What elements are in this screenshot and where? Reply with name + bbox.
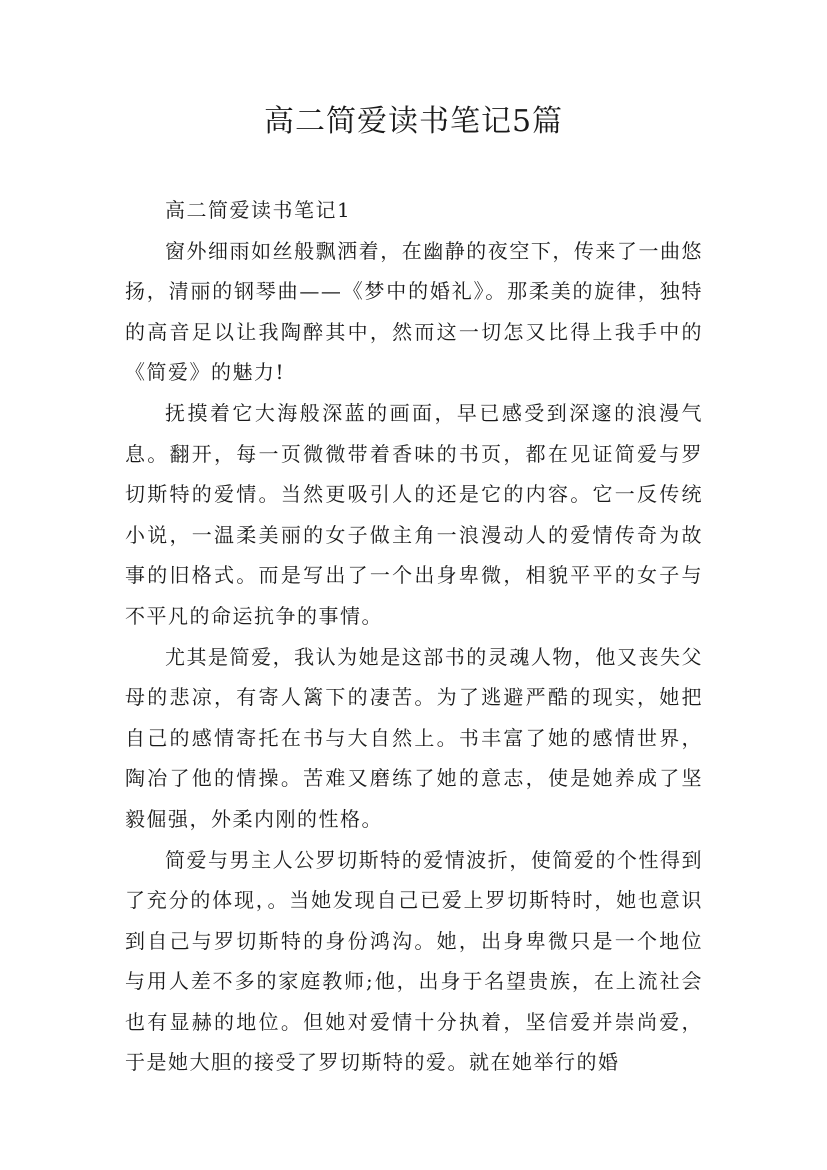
paragraph: 抚摸着它大海般深蓝的画面，早已感受到深邃的浪漫气息。翻开，每一页微微带着香味的书页，都在见证简爱与罗切斯特的爱情。当然更吸引人的还是它的内容。它一反传统小说，一温柔美丽的女子做主角一浪漫动人的爱情传奇为故事的旧格式。而是写出了一个出身卑微，相貌平平的女子与不平凡的命运抗争的事情。 (125, 400, 703, 628)
section-heading: 高二简爱读书笔记1 (165, 198, 352, 222)
paragraph: 尤其是简爱，我认为她是这部书的灵魂人物，他又丧失父母的悲凉，有寄人篱下的凄苦。为了逃避严酷的现实，她把自己的感情寄托在书与大自然上。书丰富了她的感情世界，陶冶了他的情操。苦难又磨练了她的意志，使是她养成了坚毅倔强，外柔内刚的性格。 (125, 644, 703, 831)
paragraph: 窗外细雨如丝般飘洒着，在幽静的夜空下，传来了一曲悠扬，清丽的钢琴曲——《梦中的婚礼》。那柔美的旋律，独特的高音足以让我陶醉其中，然而这一切怎又比得上我手中的《简爱》的魅力! (125, 238, 703, 385)
document-body (125, 190, 703, 1083)
paragraph: 简爱与男主人公罗切斯特的爱情波折，使简爱的个性得到了充分的体现，。当她发现自己已爱上罗切斯特时，她也意识到自己与罗切斯特的身份鸿沟。她，出身卑微只是一个地位与用人差不多的家庭教师;他，出身于名望贵族，在上流社会也有显赫的地位。但她对爱情十分执着，坚信爱并崇尚爱，于是她大胆的接受了罗切斯特的爱。就在她举行的婚 (125, 847, 703, 1075)
document-title: 高二简爱读书笔记5篇 (263, 104, 564, 139)
